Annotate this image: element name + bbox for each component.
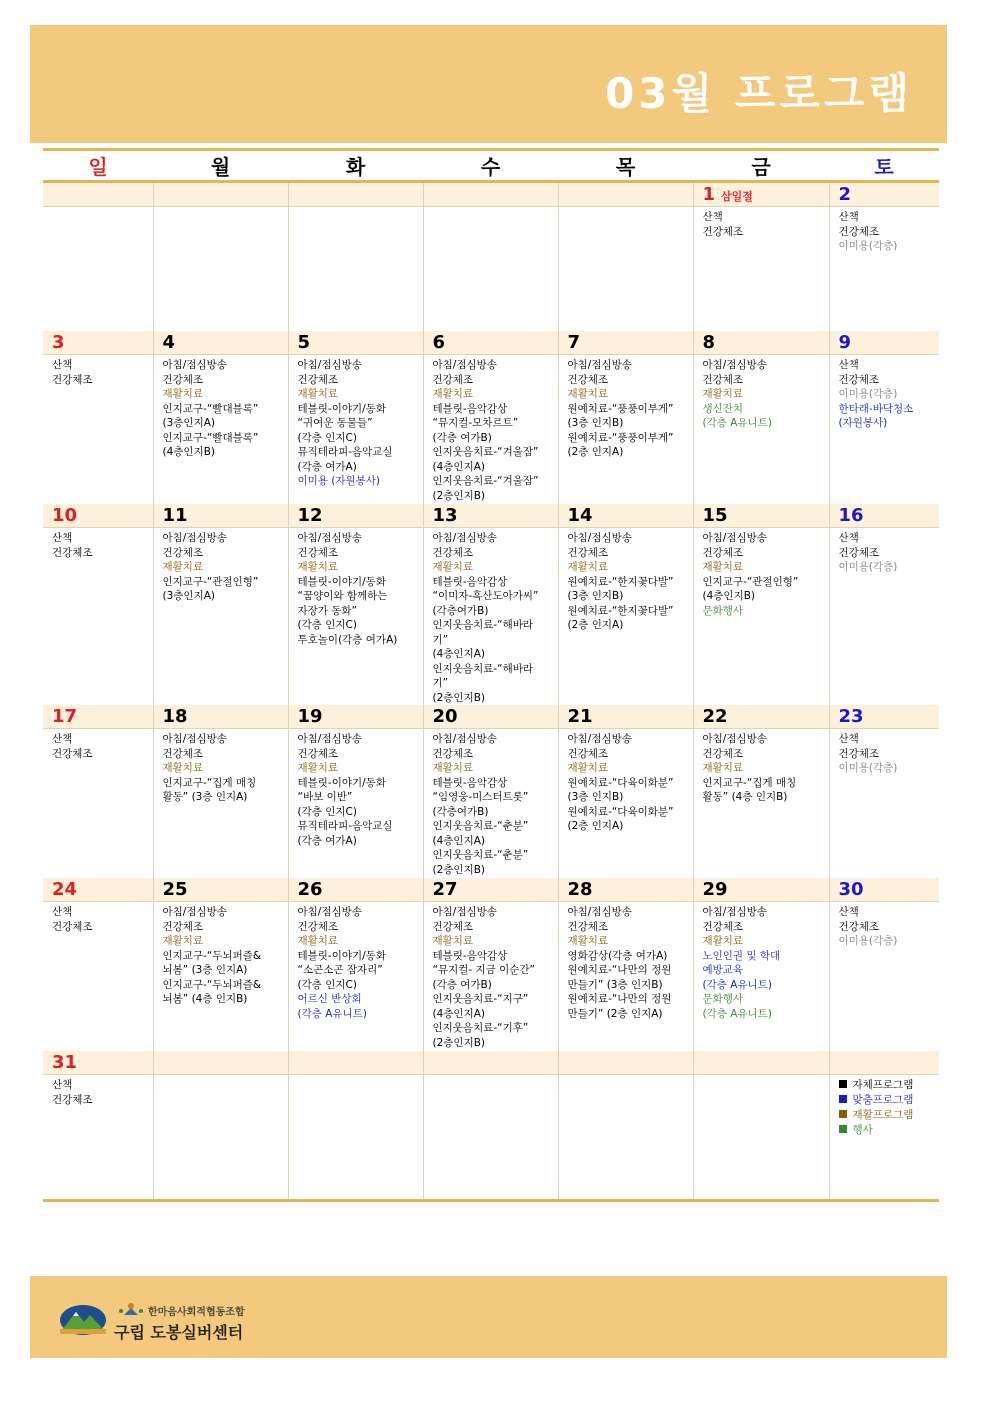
program-item: 인지웃음치료-“춘분” (2층인지B)	[432, 849, 529, 876]
program-item: 아침/점심방송	[432, 906, 497, 918]
program-item: 산책	[52, 733, 73, 745]
program-item: 인지교구-“두뇌퍼즐& 뇌봄” (4층 인지B)	[162, 978, 262, 1005]
program-item: 건강체조	[432, 546, 474, 559]
program-item: 이미용(각층)	[838, 388, 898, 400]
date-cell	[423, 1051, 558, 1075]
program-item: 원예치료-“다육이화분” (3층 인지B)	[567, 776, 674, 803]
org-mark-icon	[116, 1302, 146, 1316]
day-number: 29	[702, 879, 728, 900]
program-item: 테블릿-음악감상 “임영웅-미스터트롯” (각층여가B)	[432, 776, 529, 818]
program-item: 이미용(각층)	[838, 561, 898, 573]
program-cell	[829, 355, 939, 505]
program-item: 인지교구-“빨대블록” (4층인지B)	[162, 431, 259, 458]
program-item: 원예치료-“한지꽃다발” (3층 인지B)	[567, 575, 674, 602]
program-item: 테블릿-이야기/동화 “바보 이반” (각층 인지C)	[297, 776, 386, 818]
program-item: 원예치료-“다육이화분” (2층 인지A)	[567, 805, 674, 832]
date-cell	[153, 182, 288, 207]
date-cell	[423, 705, 558, 729]
program-item: 산책	[52, 906, 73, 918]
program-cell	[423, 528, 558, 706]
program-item: 건강체조	[838, 225, 880, 238]
day-number: 27	[432, 879, 458, 900]
program-item: 건강체조	[52, 920, 93, 933]
program-cell	[288, 355, 423, 505]
program-cell	[558, 528, 693, 706]
week-date-row	[43, 504, 939, 528]
program-item: 테블릿-이야기/동화 “소곤소곤 잠자리” (각층 인지C)	[297, 949, 386, 991]
date-cell	[423, 182, 558, 207]
day-number: 14	[567, 505, 593, 526]
program-item: 산책	[52, 1079, 73, 1091]
legend-item	[839, 1093, 931, 1108]
program-item: 인지교구-“두뇌퍼즐& 뇌봄” (3층 인지A)	[162, 949, 262, 976]
program-item: 건강체조	[52, 546, 93, 559]
program-item: 아침/점심방송	[567, 733, 632, 745]
program-item: 테블릿-이야기/동화 “꿈양이와 함께하는 자장가 동화” (각층 인지C)	[297, 575, 388, 631]
program-cell	[558, 902, 693, 1052]
top-banner	[30, 25, 947, 143]
program-item: 인지교구-“관절인형” (3층인지A)	[162, 575, 259, 602]
program-item: 건강체조	[838, 546, 880, 559]
program-item: 건강체조	[567, 373, 609, 386]
week-date-row	[43, 705, 939, 729]
week-date-row	[43, 331, 939, 355]
program-cell	[43, 729, 153, 879]
program-item: 아침/점심방송	[162, 532, 227, 544]
program-item: 아침/점심방송	[297, 906, 362, 918]
date-cell	[43, 705, 153, 729]
program-item: 재활치료	[567, 935, 609, 947]
day-number: 28	[567, 879, 593, 900]
program-item: 테블릿-이야기/동화 “귀여운 동물들” (각층 인지C)	[297, 402, 386, 444]
program-item: 건강체조	[567, 546, 609, 559]
program-item: 원예치료-“풍풍이부게” (2층 인지A)	[567, 431, 674, 458]
program-item: 산책	[838, 359, 859, 371]
date-cell	[693, 878, 829, 902]
week-date-row	[43, 878, 939, 902]
program-item: 인지웃음치료-“겨울잠” (2층인지B)	[432, 475, 539, 502]
date-cell	[558, 504, 693, 528]
program-cell	[288, 729, 423, 879]
program-item: 인지웃음치료-“겨울잠” (4층인지A)	[432, 446, 539, 473]
day-number: 8	[702, 332, 716, 353]
program-item: 재활치료	[297, 388, 339, 400]
program-item: 뮤직테라피-음악교실 (각층 여가A)	[297, 820, 393, 847]
day-number: 15	[702, 505, 728, 526]
program-item: 재활치료	[702, 561, 744, 573]
date-cell	[693, 331, 829, 355]
program-cell	[43, 1075, 153, 1201]
day-number: 1	[702, 184, 716, 205]
day-number: 12	[297, 505, 323, 526]
program-item: 건강체조	[162, 546, 204, 559]
date-cell	[288, 331, 423, 355]
calendar-grid	[43, 148, 939, 1202]
day-number: 4	[162, 332, 176, 353]
day-number: 24	[52, 879, 78, 900]
program-item: 산책	[838, 211, 859, 223]
program-item: 건강체조	[838, 920, 880, 933]
legend-label: 자체프로그램	[852, 1079, 914, 1091]
date-cell	[153, 331, 288, 355]
program-item: 테블릿-음악감상 “뮤지컬-모차르트” (각층 여가B)	[432, 402, 519, 444]
day-number: 22	[702, 706, 728, 727]
program-item: 재활치료	[432, 388, 474, 400]
program-item: 건강체조	[52, 373, 93, 386]
date-cell	[829, 878, 939, 902]
week-program-row	[43, 729, 939, 879]
program-item: 이미용(각층)	[838, 935, 898, 947]
org-subtitle: 한마음사회적협동조합	[148, 1307, 245, 1318]
program-item: 건강체조	[162, 373, 204, 386]
program-item: 건강체조	[432, 373, 474, 386]
week-program-row	[43, 207, 939, 332]
program-item: 생신잔치	[702, 402, 744, 415]
program-item: 건강체조	[838, 373, 880, 386]
program-item: 아침/점심방송	[432, 359, 497, 371]
program-item: 이미용(각층)	[838, 240, 898, 252]
day-number: 17	[52, 706, 78, 727]
day-number: 18	[162, 706, 188, 727]
program-item: 산책	[52, 359, 73, 371]
day-number: 9	[838, 332, 852, 353]
program-cell	[693, 528, 829, 706]
date-cell	[43, 1051, 153, 1075]
week-program-row	[43, 1075, 939, 1201]
date-cell	[693, 705, 829, 729]
program-item: 영화감상(각층 여가A)	[567, 949, 668, 962]
program-item: 이미용 (자원봉사)	[297, 475, 381, 487]
program-cell	[829, 902, 939, 1052]
program-cell	[558, 1075, 693, 1201]
program-item: 아침/점심방송	[297, 733, 362, 745]
day-number: 6	[432, 332, 446, 353]
program-item: 산책	[838, 733, 859, 745]
program-item: 건강체조	[838, 747, 880, 760]
date-cell	[43, 504, 153, 528]
program-item: 건강체조	[52, 1093, 93, 1106]
day-number: 25	[162, 879, 188, 900]
program-item: 재활치료	[162, 388, 204, 400]
program-cell	[153, 207, 288, 332]
program-cell	[43, 207, 153, 332]
program-item: 아침/점심방송	[702, 733, 767, 745]
week-date-row	[43, 182, 939, 207]
weekday-fri: 금	[693, 150, 829, 182]
program-item: 아침/점심방송	[567, 532, 632, 544]
weekday-sat: 토	[829, 150, 939, 182]
program-item: 건강체조	[162, 920, 204, 933]
program-item: 원예치료-“한지꽃다발” (2층 인지A)	[567, 604, 674, 631]
holiday-label: 삼일절	[721, 190, 753, 203]
program-item: 투호놀이(각층 여가A)	[297, 633, 398, 646]
weekday-wed: 수	[423, 150, 558, 182]
date-cell	[558, 1051, 693, 1075]
date-cell	[288, 878, 423, 902]
program-item: 한타래-바닥청소 (자원봉사)	[838, 402, 914, 429]
date-cell	[153, 504, 288, 528]
program-cell	[43, 902, 153, 1052]
program-item: 산책	[838, 906, 859, 918]
program-item: 아침/점심방송	[567, 359, 632, 371]
legend-label: 재활프로그램	[852, 1109, 914, 1121]
weekday-tue: 화	[288, 150, 423, 182]
date-cell	[829, 1051, 939, 1075]
program-item: 인지웃음치료-“지구” (4층인지A)	[432, 993, 529, 1020]
program-cell	[423, 729, 558, 879]
day-number: 3	[52, 332, 65, 353]
program-item: 재활치료	[432, 762, 474, 774]
program-cell	[43, 355, 153, 505]
weekday-mon: 월	[153, 150, 288, 182]
program-item: 인지교구-“빨대블록” (3층인지A)	[162, 402, 259, 429]
program-item: 아침/점심방송	[432, 733, 497, 745]
legend-label: 맞춤프로그램	[852, 1094, 914, 1106]
program-item: 아침/점심방송	[702, 359, 767, 371]
legend-swatch-icon	[839, 1110, 847, 1118]
program-item: 건강체조	[52, 747, 93, 760]
program-item: 원예치료-“나만의 정원 만들기” (2층 인지A)	[567, 993, 672, 1020]
program-item: 원예치료-“풍풍이부게” (3층 인지B)	[567, 402, 674, 429]
program-item: 재활치료	[432, 561, 474, 573]
program-cell	[153, 528, 288, 706]
week-program-row	[43, 902, 939, 1052]
program-item: 건강체조	[432, 920, 474, 933]
program-cell	[829, 1075, 939, 1201]
program-item: 산책	[702, 211, 723, 223]
day-number: 10	[52, 505, 78, 526]
program-cell	[693, 1075, 829, 1201]
program-item: 인지웃음치료-“해바라기” (2층인지B)	[432, 662, 534, 704]
date-cell	[43, 878, 153, 902]
date-cell	[153, 1051, 288, 1075]
program-item: 인지교구-“관절인형” (4층인지B)	[702, 575, 799, 602]
legend-item	[839, 1123, 931, 1138]
program-item: 재활치료	[567, 561, 609, 573]
date-cell	[153, 705, 288, 729]
date-cell	[693, 1051, 829, 1075]
program-item: 건강체조	[567, 747, 609, 760]
program-item: 아침/점심방송	[297, 359, 362, 371]
program-item: 건강체조	[297, 373, 339, 386]
program-item: 인지웃음치료-“기후” (2층인지B)	[432, 1022, 529, 1049]
program-item: 재활치료	[432, 935, 474, 947]
date-cell	[558, 331, 693, 355]
program-item: 건강체조	[702, 920, 744, 933]
day-number: 26	[297, 879, 323, 900]
program-cell	[829, 207, 939, 332]
day-number: 11	[162, 505, 188, 526]
week-program-row	[43, 528, 939, 706]
date-cell	[693, 182, 829, 207]
program-item: 산책	[838, 532, 859, 544]
week-program-row	[43, 355, 939, 505]
program-item: 문화행사	[702, 604, 744, 617]
program-item: 재활치료	[162, 935, 204, 947]
date-cell	[829, 331, 939, 355]
program-item: 아침/점심방송	[702, 532, 767, 544]
program-item: 재활치료	[297, 762, 339, 774]
day-number: 20	[432, 706, 458, 727]
footer-banner	[30, 1276, 947, 1358]
legend-item	[839, 1108, 931, 1123]
date-cell	[423, 504, 558, 528]
week-date-row	[43, 1051, 939, 1075]
program-item: 건강체조	[702, 373, 744, 386]
program-cell	[423, 902, 558, 1052]
program-item: 건강체조	[702, 546, 744, 559]
program-item: 뮤직테라피-음악교실 (각층 여가A)	[297, 446, 393, 473]
program-item: 어르신 반상회 (각층 A유니트)	[297, 993, 367, 1020]
date-cell	[558, 182, 693, 207]
legend-label: 행사	[852, 1124, 873, 1136]
legend-swatch-icon	[839, 1125, 847, 1133]
program-item: 인지웃음치료-“해바라기” (4층인지A)	[432, 619, 534, 660]
program-cell	[558, 355, 693, 505]
date-cell	[43, 331, 153, 355]
date-cell	[153, 878, 288, 902]
program-item: 재활치료	[162, 762, 204, 774]
date-cell	[558, 878, 693, 902]
program-item: 건강체조	[702, 747, 744, 760]
program-cell	[693, 902, 829, 1052]
legend-swatch-icon	[839, 1095, 847, 1103]
date-cell	[423, 878, 558, 902]
program-cell	[558, 729, 693, 879]
date-cell	[43, 182, 153, 207]
program-item: 아침/점심방송	[297, 532, 362, 544]
program-cell	[288, 1075, 423, 1201]
program-item: 아침/점심방송	[162, 733, 227, 745]
program-item: 건강체조	[567, 920, 609, 933]
program-cell	[288, 528, 423, 706]
legend-swatch-icon	[839, 1080, 847, 1088]
day-number: 5	[297, 332, 311, 353]
day-number: 21	[567, 706, 593, 727]
day-number: 16	[838, 505, 864, 526]
program-cell	[153, 1075, 288, 1201]
day-number: 2	[838, 184, 852, 205]
program-item: 재활치료	[702, 388, 744, 400]
program-item: 재활치료	[297, 561, 339, 573]
program-cell	[288, 902, 423, 1052]
program-cell	[43, 528, 153, 706]
page-title: 03월 프로그램	[605, 69, 913, 118]
program-item: 아침/점심방송	[162, 359, 227, 371]
program-item: (각층 A유니트)	[702, 417, 772, 429]
weekday-sun: 일	[43, 150, 153, 182]
program-cell	[153, 729, 288, 879]
mountain-logo-icon	[58, 1300, 108, 1336]
program-item: 이미용(각층)	[838, 762, 898, 774]
program-cell	[693, 729, 829, 879]
program-item: 인지웃음치료-“춘분” (4층인지A)	[432, 820, 529, 847]
program-item: 건강체조	[702, 225, 744, 238]
program-cell	[693, 207, 829, 332]
date-cell	[423, 331, 558, 355]
program-item: 재활치료	[567, 388, 609, 400]
weekday-header	[43, 150, 939, 182]
date-cell	[288, 1051, 423, 1075]
weekday-thu: 목	[558, 150, 693, 182]
program-item: 재활치료	[567, 762, 609, 774]
program-cell	[558, 207, 693, 332]
program-item: 재활치료	[702, 935, 744, 947]
program-item: 재활치료	[162, 561, 204, 573]
date-cell	[829, 705, 939, 729]
program-item: 노인인권 및 학대 예방교육 (각층 A유니트)	[702, 949, 781, 991]
program-item: 재활치료	[702, 762, 744, 774]
date-cell	[693, 504, 829, 528]
day-number: 23	[838, 706, 864, 727]
program-item: 테블릿-음악감상 “뮤지컬- 지금 이순간” (각층 여가B)	[432, 949, 535, 991]
program-item: 아침/점심방송	[702, 906, 767, 918]
program-cell	[423, 207, 558, 332]
date-cell	[829, 504, 939, 528]
program-item: 아침/점심방송	[432, 532, 497, 544]
program-cell	[829, 528, 939, 706]
program-item: 인지교구-“집게 매칭 활동” (4층 인지B)	[702, 776, 797, 803]
program-item: 아침/점심방송	[162, 906, 227, 918]
program-item: 문화행사 (각층 A유니트)	[702, 993, 772, 1020]
program-item: 건강체조	[162, 747, 204, 760]
program-cell	[693, 355, 829, 505]
legend-item	[839, 1078, 931, 1093]
date-cell	[288, 705, 423, 729]
legend	[839, 1078, 931, 1138]
program-item: 건강체조	[297, 546, 339, 559]
program-item: 재활치료	[297, 935, 339, 947]
program-cell	[153, 902, 288, 1052]
date-cell	[558, 705, 693, 729]
date-cell	[829, 182, 939, 207]
date-cell	[288, 182, 423, 207]
day-number: 19	[297, 706, 323, 727]
date-cell	[288, 504, 423, 528]
calendar-body	[43, 182, 939, 1201]
program-item: 테블릿-음악감상 “이미자-흑산도아가씨” (각층여가B)	[432, 575, 539, 617]
program-cell	[423, 355, 558, 505]
program-item: 인지교구-“집게 매칭 활동” (3층 인지A)	[162, 776, 257, 803]
program-item: 건강체조	[432, 747, 474, 760]
program-cell	[288, 207, 423, 332]
program-item: 원예치료-“나만의 정원 만들기” (3층 인지B)	[567, 964, 672, 991]
day-number: 7	[567, 332, 581, 353]
program-item: 건강체조	[297, 920, 339, 933]
program-item: 건강체조	[297, 747, 339, 760]
program-cell	[153, 355, 288, 505]
program-cell	[423, 1075, 558, 1201]
org-name: 구립 도봉실버센터	[114, 1323, 244, 1342]
program-item: 산책	[52, 532, 73, 544]
program-item: 아침/점심방송	[567, 906, 632, 918]
day-number: 31	[52, 1052, 78, 1073]
day-number: 13	[432, 505, 458, 526]
program-cell	[829, 729, 939, 879]
day-number: 30	[838, 879, 864, 900]
